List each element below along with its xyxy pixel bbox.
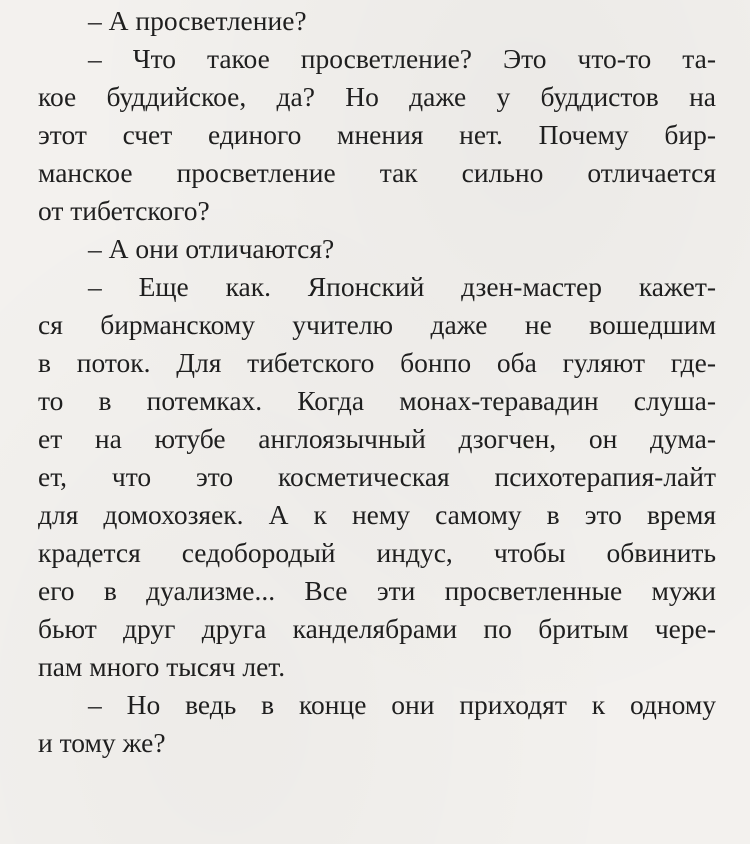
text-line: – Еще как. Японский дзен-мастер кажет- [88, 271, 716, 302]
text-line: от тибетского? [38, 195, 210, 226]
text-line: для домохозяек. А к нему самому в это время [38, 499, 716, 530]
text-line: – Что такое просветление? Это что-то та- [88, 43, 716, 74]
text-line: пам много тысяч лет. [38, 651, 286, 682]
text-line: – Но ведь в конце они приходят к одному [88, 689, 716, 720]
text-line: крадется седобородый индус, чтобы обвинить [38, 537, 716, 568]
text-line: манское просветление так сильно отличается [38, 157, 716, 188]
text-line: то в потемках. Когда монах-теравадин слуша- [38, 385, 716, 416]
text-line: ет на ютубе англоязычный дзогчен, он дума- [38, 423, 716, 454]
text-line: в поток. Для тибетского бонпо оба гуляют где- [38, 347, 716, 378]
text-line: ет, что это косметическая психотерапия-лайт [38, 461, 716, 492]
text-line: бьют друг друга канделябрами по бритым чере- [38, 613, 716, 644]
text-line: – А они отличаются? [88, 233, 335, 264]
text-line: ся бирманскому учителю даже не вошедшим [38, 309, 716, 340]
text-line: и тому же? [38, 727, 166, 758]
text-line: этот счет единого мнения нет. Почему бир- [38, 119, 716, 150]
text-line: кое буддийское, да? Но даже у буддистов на [38, 81, 716, 112]
text-line: его в дуализме... Все эти просветленные мужи [38, 575, 716, 606]
text-line: – А просветление? [88, 5, 307, 36]
